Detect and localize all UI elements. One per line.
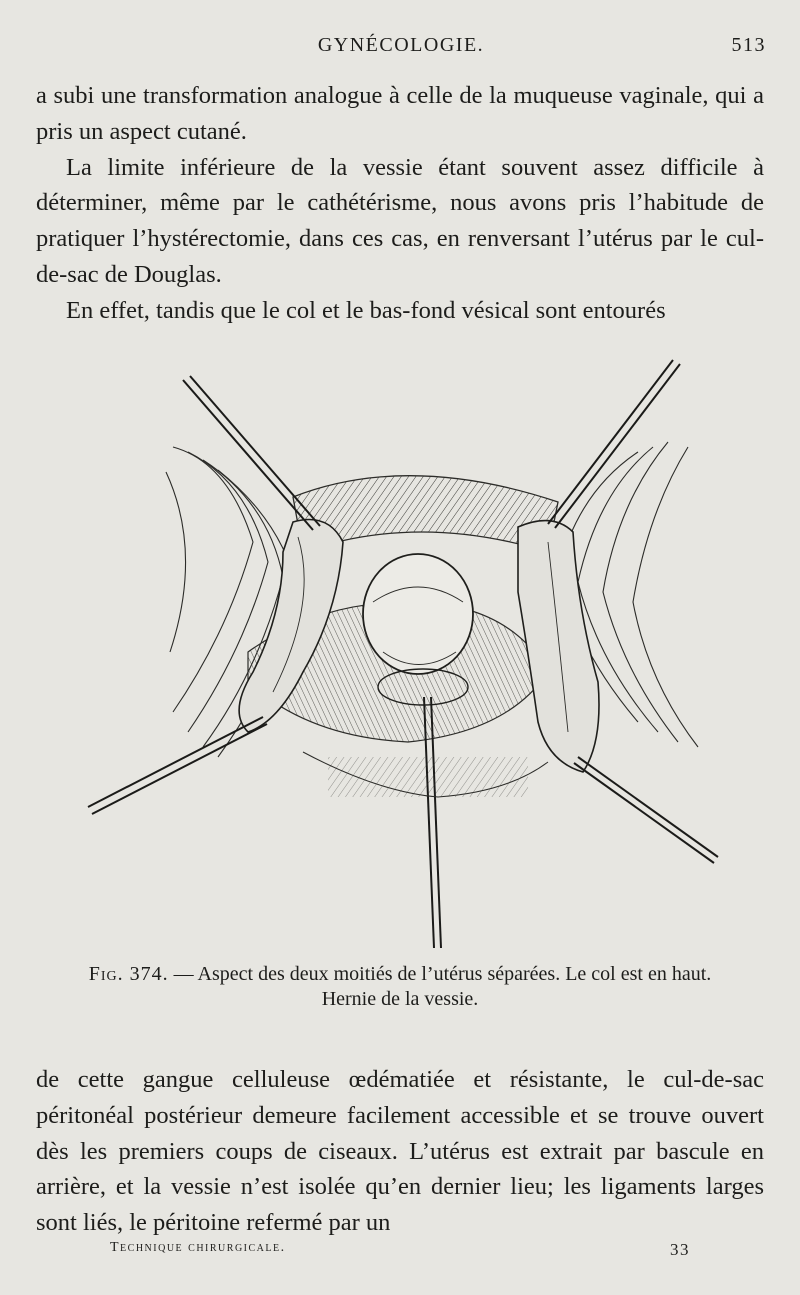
forceps-bottom-left — [88, 717, 263, 807]
running-head-title: GYNÉCOLOGIE. — [317, 34, 485, 56]
bladder-hernia — [363, 554, 473, 674]
footer-signature: Technique chirurgicale. — [110, 1240, 286, 1255]
running-head — [36, 34, 766, 60]
body-text-top — [36, 78, 764, 329]
page-footer — [110, 1240, 690, 1262]
footer-sheet-number: 33 — [670, 1240, 690, 1259]
body-text-bottom — [36, 1062, 764, 1241]
caption-line-1 — [36, 962, 764, 987]
caption-line-2: Hernie de la vessie. — [321, 988, 479, 1010]
lower-hatching — [328, 757, 528, 797]
paragraph: de cette gangue celluleuse œdématiée et résistante, le cul-de-sac péritonéal postérieur demeure facilement accessible et se trouve ouvert dès les premiers coups de ciseaux. L’utérus est extrait par bascule en arrière, et la vessie n’est isolée qu’en dernier lieu; les ligaments larges sont liés, le péritoine refermé par un — [36, 1066, 764, 1237]
figure-caption — [36, 962, 764, 1012]
forceps-top-right — [548, 360, 673, 524]
forceps-top-left — [183, 380, 313, 530]
paragraph: a subi une transformation analogue à celle de la muqueuse vaginale, qui a pris un aspect cutané. — [36, 82, 764, 145]
surgical-illustration — [78, 352, 728, 956]
right-uterine-half — [518, 521, 599, 772]
page-number: 513 — [731, 34, 766, 56]
engraving-drawing — [78, 352, 728, 956]
paragraph: La limite inférieure de la vessie étant souvent assez difficile à déterminer, même par le cathétérisme, nous avons pris l’habitude de pratiquer l’hystérectomie, dans ces cas, en renversant l’utérus par le cul-de-sac de Douglas. — [36, 153, 764, 288]
figure-label: Fig. 374. — [88, 963, 169, 985]
forceps-bottom-right — [578, 757, 718, 857]
paragraph: En effet, tandis que le col et le bas-fond vésical sont entourés — [66, 296, 666, 324]
caption-text: — Aspect des deux moitiés de l’utérus séparées. Le col est en haut. — [168, 963, 712, 985]
